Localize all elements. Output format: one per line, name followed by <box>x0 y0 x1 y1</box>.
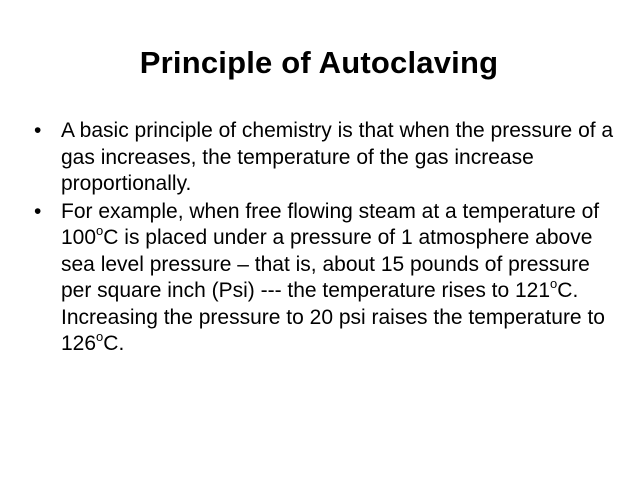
bullet-item <box>34 118 614 198</box>
bullet-text-segment: For example, when free flowing steam at a temperature of 100 <box>61 199 600 249</box>
bullet-text-segment: C is placed under a pressure of 1 atmosphere above sea level pressure – that is, about 15 pounds of pressure per square inch (Psi) --- the temperature rises to 121 <box>61 226 593 302</box>
slide-title: Principle of Autoclaving <box>139 45 499 80</box>
degree-superscript: o <box>550 276 558 291</box>
bullet-text-segment: C. <box>103 332 125 355</box>
bullet-text <box>61 200 605 356</box>
bullet-text <box>61 119 613 195</box>
bullet-icon: • <box>34 119 42 142</box>
bullet-list <box>34 118 614 359</box>
degree-superscript: o <box>96 223 104 238</box>
bullet-item <box>34 199 614 358</box>
bullet-icon: • <box>34 199 42 223</box>
bullet-text-segment: A basic principle of chemistry is that when the pressure of a gas increases, the temperature of the gas increase proportionally. <box>61 119 614 195</box>
bullet-text-segment: C. Increasing the pressure to 20 psi raises the temperature to 126 <box>61 279 605 355</box>
degree-superscript: o <box>96 329 104 344</box>
